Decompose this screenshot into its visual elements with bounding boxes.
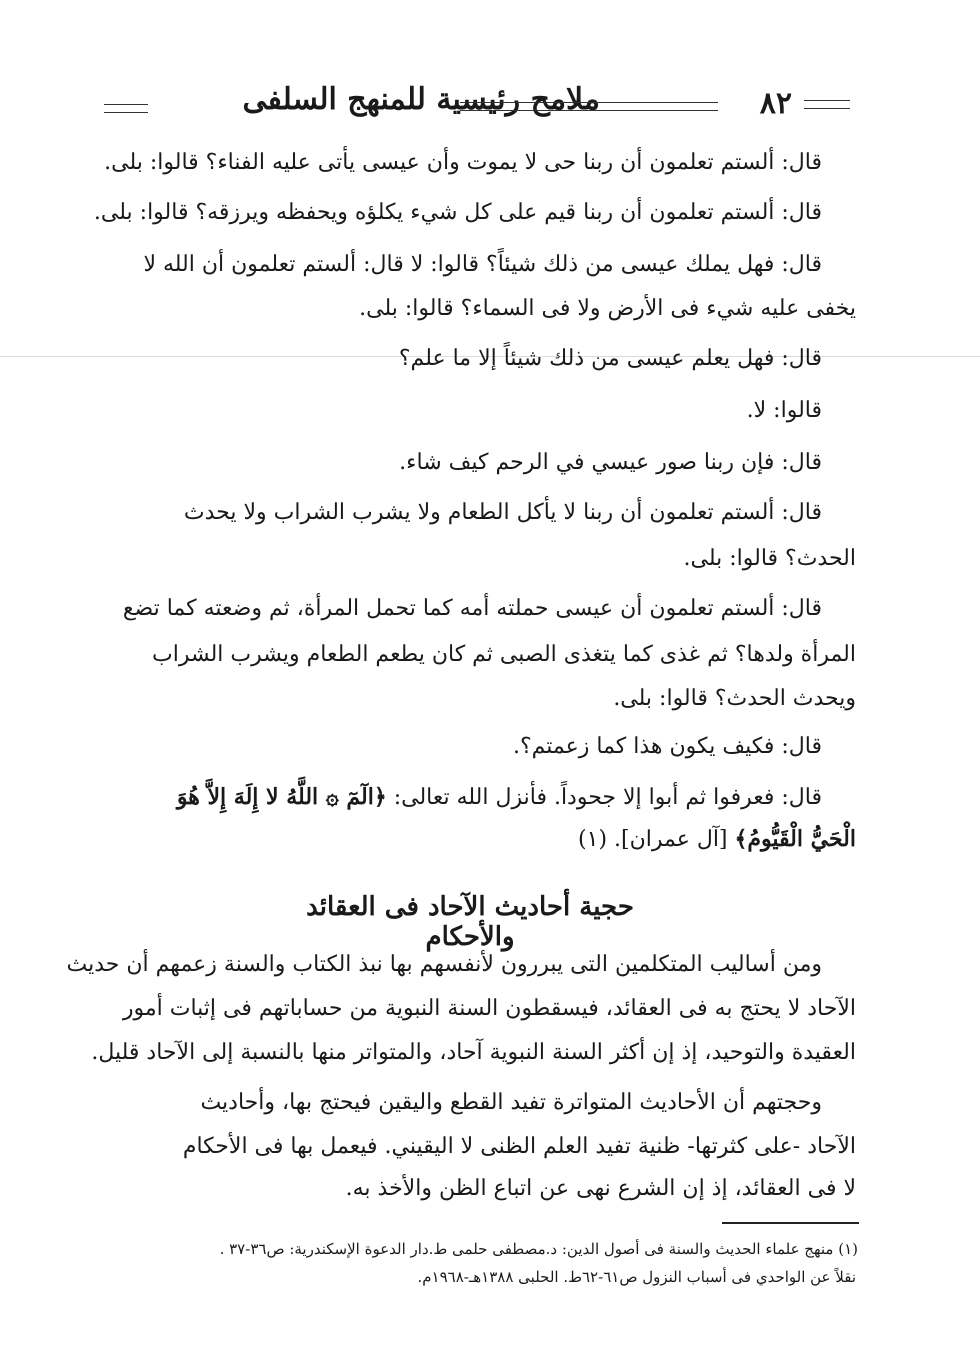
footnote-separator — [722, 1222, 859, 1224]
dialogue-line — [177, 784, 822, 810]
header-rule-middle-top — [460, 102, 718, 103]
dialogue-line: ويحدث الحدث؟ قالوا: بلى. — [613, 686, 856, 711]
dialogue-line: قال: فهل يملك عيسى من ذلك شيئاً؟ قالوا: لا قال: ألستم تعلمون أن الله لا — [143, 252, 822, 277]
dialogue-line: قال: فكيف يكون هذا كما زعمتم؟. — [512, 734, 822, 759]
paragraph-line: وحجتهم أن الأحاديث المتواترة تفيد القطع واليقين فيحتج بها، وأحاديث — [200, 1090, 822, 1115]
header-rule-left-bottom — [104, 112, 148, 113]
paragraph-line: الآحاد -على كثرتها- ظنية تفيد العلم الظنى لا اليقيني. فيعمل بها فى الأحكام — [182, 1134, 856, 1159]
header-rule-right-top — [804, 100, 850, 101]
paragraph-line: ومن أساليب المتكلمين التى يبررون لأنفسهم بها نبذ الكتاب والسنة زعمهم أن حديث — [66, 952, 822, 977]
page-header — [104, 82, 850, 128]
dialogue-line: الحدث؟ قالوا: بلى. — [683, 546, 856, 571]
dialogue-line — [578, 826, 856, 852]
dialogue-line: قال: فإن ربنا صور عيسي في الرحم كيف شاء. — [399, 450, 822, 475]
paragraph-line: العقيدة والتوحيد، إذ إن أكثر السنة النبوية آحاد، والمتواتر منها بالنسبة إلى الآحاد قليل. — [91, 1040, 856, 1065]
dialogue-line: قال: فهل يعلم عيسى من ذلك شيئاً إلا ما علم؟ — [398, 346, 822, 371]
header-rule-right-bottom — [804, 108, 850, 109]
dialogue-line: المرأة ولدها؟ ثم غذى كما يتغذى الصبى ثم كان يطعم الطعام ويشرب الشراب — [152, 642, 856, 667]
dialogue-line: قال: ألستم تعلمون أن ربنا قيم على كل شيء يكلؤه ويحفظه ويرزقه؟ قالوا: بلى. — [93, 200, 822, 225]
header-rule-middle-bottom — [460, 110, 718, 111]
dialogue-line: قالوا: لا. — [746, 398, 822, 423]
running-title: ملامح رئيسية للمنهج السلفى — [242, 82, 600, 117]
section-heading: حجية أحاديث الآحاد فى العقائد والأحكام — [306, 892, 634, 952]
footnote-line: نقلاً عن الواحدي فى أسباب النزول ص٦١-٦٢ط. الحلبى ١٣٨٨هـ-١٩٦٨م. — [417, 1268, 856, 1286]
dialogue-text: قال: فعرفوا ثم أبوا إلا جحوداً. فأنزل الله تعالى: — [393, 785, 822, 810]
paragraph-line: لا فى العقائد، إذ إن الشرع نهى عن اتباع الظن والأخذ به. — [345, 1176, 856, 1201]
quran-reference: [آل عمران]. (١) — [578, 827, 728, 852]
paragraph-line: الآحاد لا يحتج به فى العقائد، فيسقطون السنة النبوية من حساباتهم فى إثبات أمور — [122, 996, 856, 1021]
page-number: ٨٢ — [759, 86, 792, 121]
footnote-line: (١) منهج علماء الحديث والسنة فى أصول الدين: د.مصطفى حلمى ط.دار الدعوة الإسكندرية: ص٣٦-٣٧ . — [219, 1240, 858, 1258]
quran-verse-start: ﴿الٓمٓ ۞ اللَّهُ لا إِلَهَ إِلاَّ هُوَ — [176, 784, 387, 810]
header-rule-left-top — [104, 104, 148, 105]
dialogue-line: قال: ألستم تعلمون أن عيسى حملته أمه كما تحمل المرأة، ثم وضعته كما تضع — [122, 596, 822, 621]
quran-verse-end: الْحَيُّ الْقَيُّومُ﴾ — [734, 826, 856, 852]
dialogue-line: قال: ألستم تعلمون أن ربنا لا يأكل الطعام ولا يشرب الشراب ولا يحدث — [183, 500, 822, 525]
dialogue-line: يخفى عليه شيء فى الأرض ولا فى السماء؟ قالوا: بلى. — [359, 296, 856, 321]
dialogue-line: قال: ألستم تعلمون أن ربنا حى لا يموت وأن عيسى يأتى عليه الفناء؟ قالوا: بلى. — [104, 150, 822, 175]
